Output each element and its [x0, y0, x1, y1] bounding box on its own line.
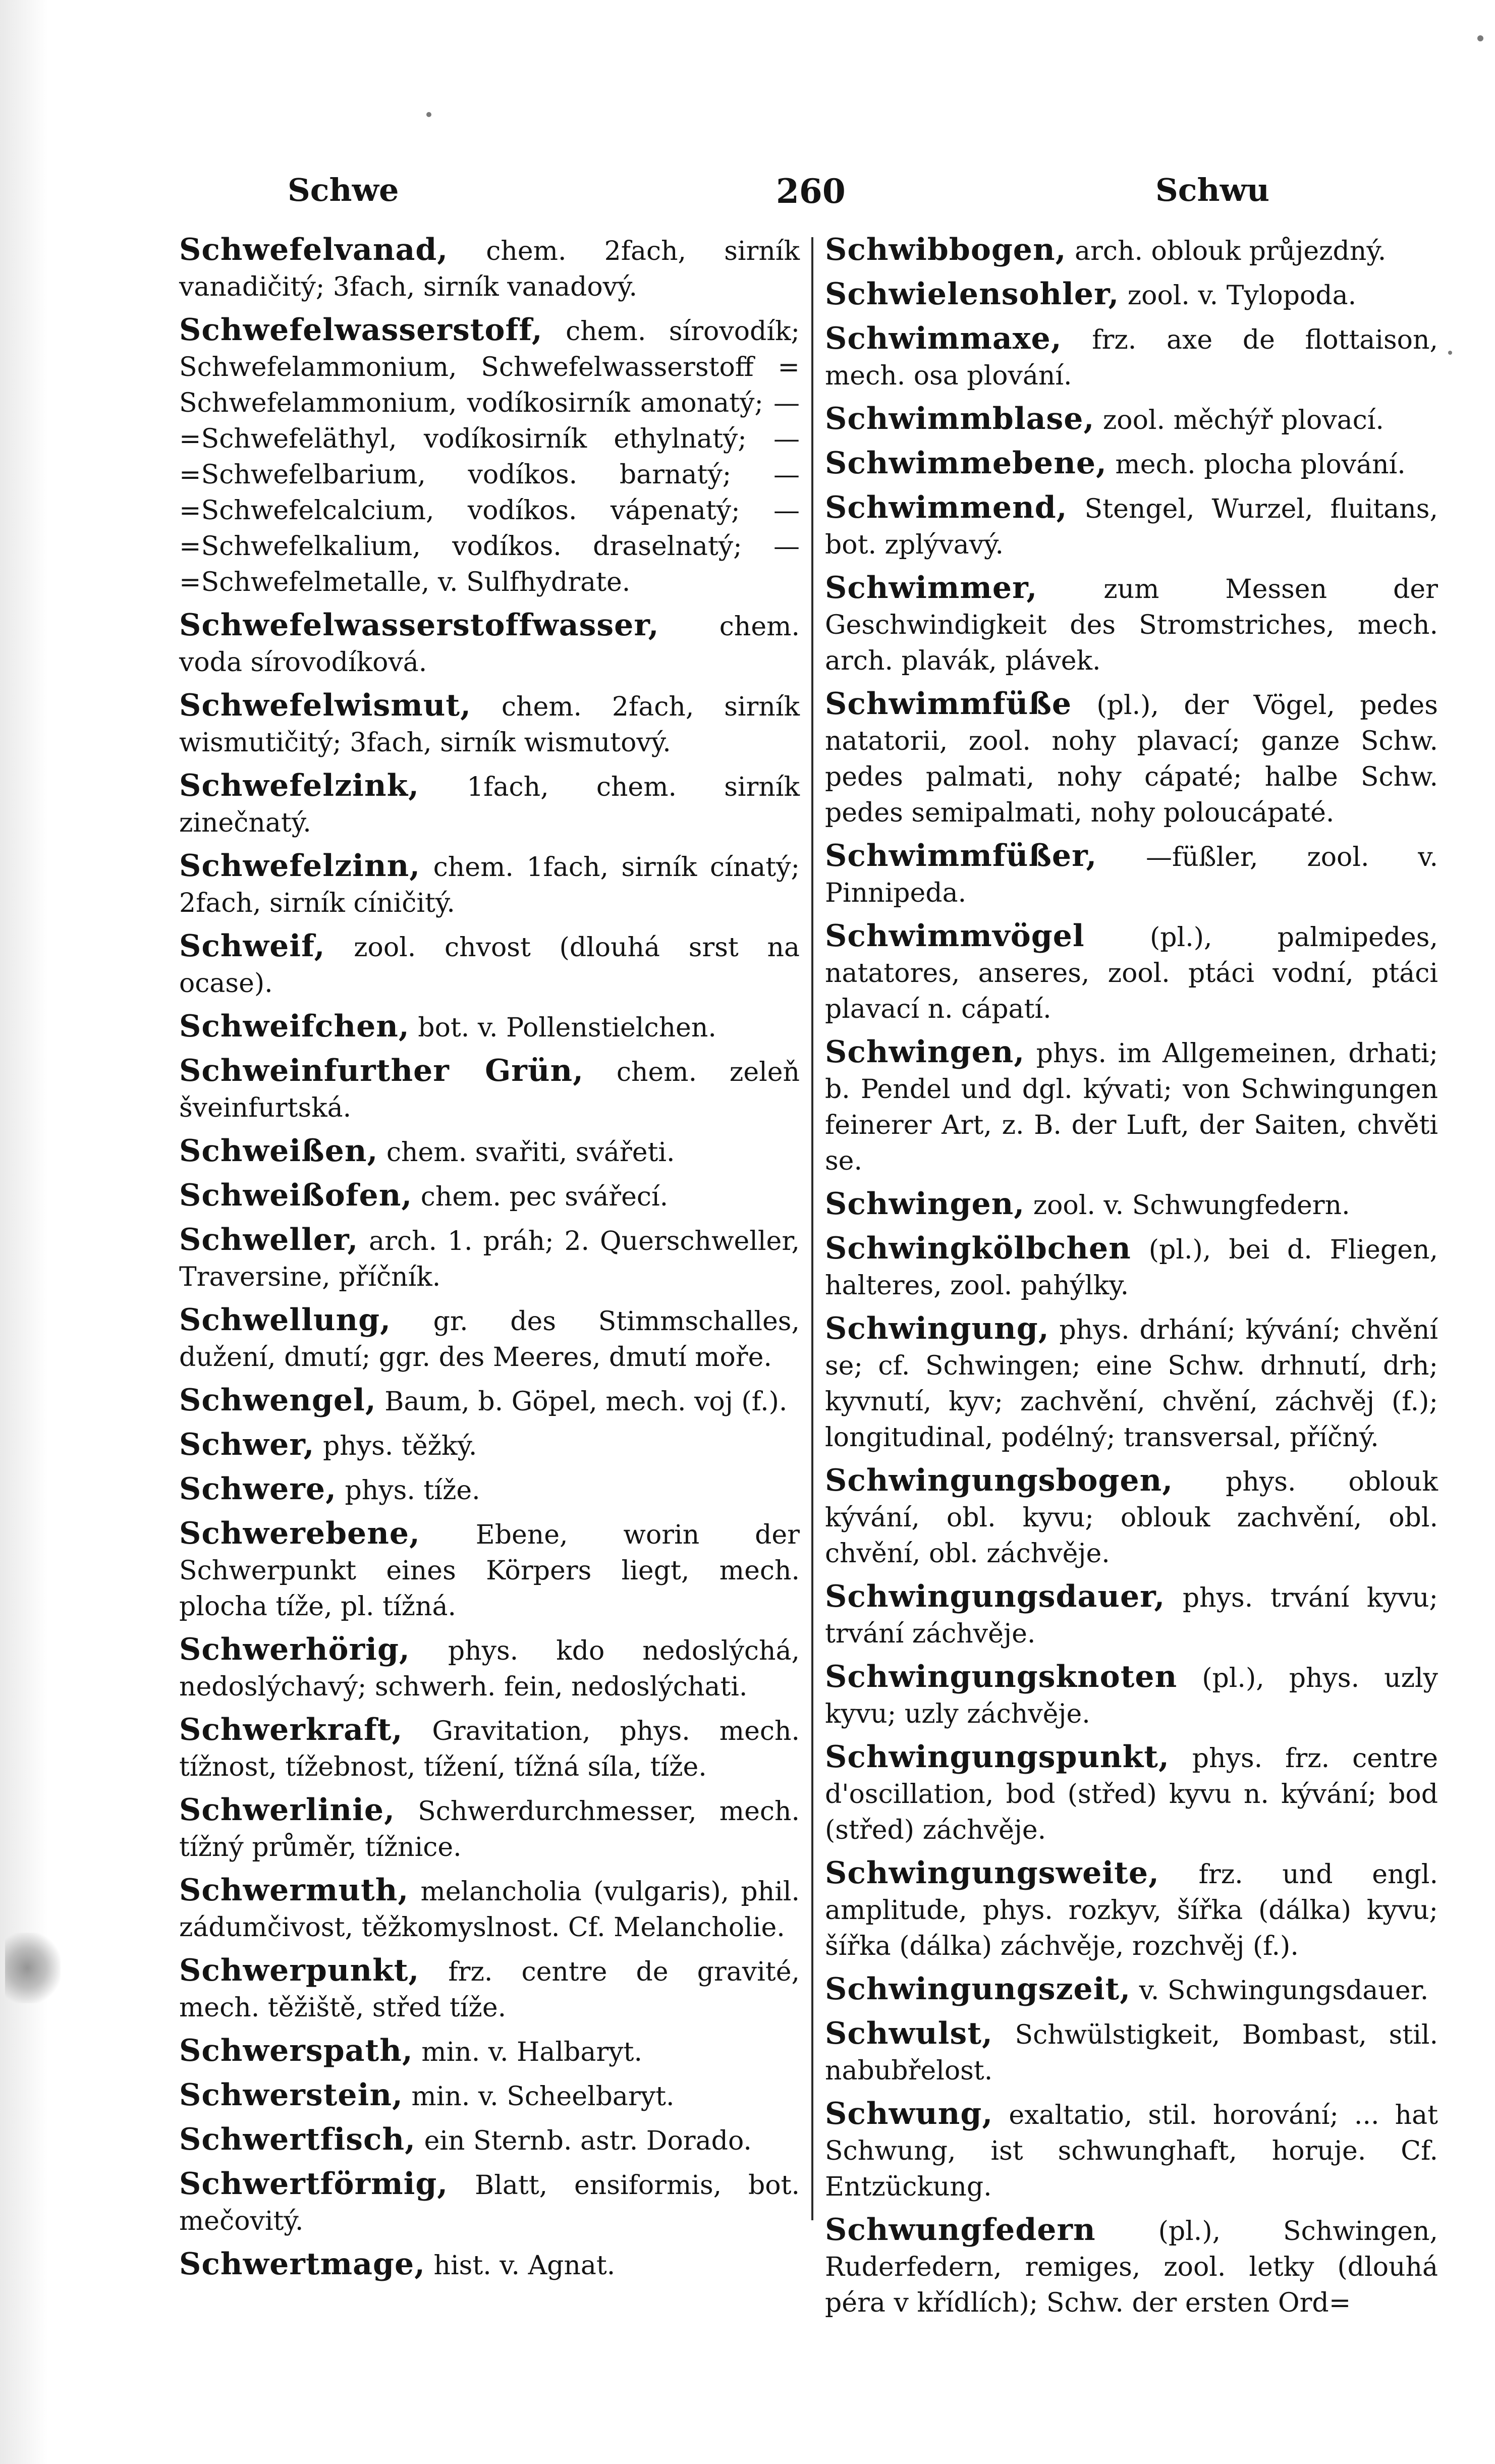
dictionary-entry	[825, 232, 1438, 269]
entry-definition: arch. oblouk průjezdný.	[1066, 236, 1387, 266]
entry-definition: bot. v. Pollenstielchen.	[409, 1013, 716, 1043]
entry-headword: Schwengel,	[179, 1383, 376, 1418]
entry-headword: Schwulst,	[825, 2016, 993, 2051]
entry-definition: chem. 2fach, sirník vanadičitý; 3fach, sirník vanadový.	[179, 236, 800, 302]
entry-definition: phys. kdo nedoslýchá, nedoslýchavý; schwerh. fein, nedoslýchati.	[179, 1636, 800, 1702]
dictionary-entry	[179, 1053, 800, 1126]
entry-headword: Schwerpunkt,	[179, 1953, 420, 1988]
entry-headword: Schwimmer,	[825, 570, 1038, 606]
entry-headword: Schwere,	[179, 1471, 337, 1507]
entry-headword: Schwefelwismut,	[179, 688, 472, 723]
dictionary-entry	[825, 1659, 1438, 1732]
entry-headword: Schwimmaxe,	[825, 321, 1062, 356]
dictionary-entry	[179, 1383, 800, 1420]
entry-headword: Schwefelwasserstoff,	[179, 312, 543, 348]
dictionary-entry	[179, 608, 800, 681]
dictionary-entry	[825, 277, 1438, 314]
entry-definition: 1fach, chem. sirník zinečnatý.	[179, 772, 800, 838]
entry-definition: ein Sternb. astr. Dorado.	[416, 2126, 752, 2156]
entry-headword: Schwertförmig,	[179, 2166, 449, 2202]
entry-headword: Schwimmvögel	[825, 918, 1085, 954]
entry-headword: Schwingen,	[825, 1034, 1025, 1070]
paper-speck	[426, 112, 431, 117]
entry-headword: Schwefelzink,	[179, 768, 420, 803]
entry-definition: Stengel, Wurzel, fluitans, bot. zplývavý.	[825, 494, 1438, 560]
dictionary-entry	[825, 1186, 1438, 1224]
entry-definition: hist. v. Agnat.	[425, 2251, 616, 2281]
entry-definition: phys. těžký.	[314, 1431, 477, 1461]
entry-definition: chem. 1fach, sirník cínatý; 2fach, sirník cíničitý.	[179, 852, 800, 918]
dictionary-entry	[825, 1739, 1438, 1848]
entry-definition: phys. tíže.	[336, 1475, 480, 1506]
dictionary-entry	[179, 1302, 800, 1376]
book-binding-shadow	[0, 0, 48, 2464]
entry-headword: Schwingungszeit,	[825, 1972, 1131, 2007]
entry-headword: Schwielensohler,	[825, 277, 1120, 312]
dictionary-entry	[825, 446, 1438, 483]
dictionary-entry	[825, 918, 1438, 1027]
entry-definition: phys. trvání kyvu; trvání záchvěje.	[825, 1583, 1438, 1649]
entry-definition: (pl.), Schwingen, Ruderfedern, remiges, zool. letky (dlouhá péra v křídlích); Schw. der ersten Ord=	[825, 2216, 1438, 2318]
entry-headword: Schwertfisch,	[179, 2122, 416, 2157]
dictionary-entry	[825, 1231, 1438, 1304]
entry-headword: Schwimmend,	[825, 490, 1068, 525]
dictionary-entry	[825, 2212, 1438, 2321]
dictionary-entry	[825, 1311, 1438, 1456]
dictionary-entry	[179, 312, 800, 600]
entry-headword: Schweifchen,	[179, 1009, 410, 1044]
dictionary-entry	[179, 928, 800, 1002]
dictionary-entry	[179, 1471, 800, 1509]
entry-headword: Schwingungsknoten	[825, 1659, 1178, 1694]
paper-speck	[1448, 351, 1452, 355]
scan-smudge	[5, 1933, 61, 2003]
entry-headword: Schwibbogen,	[825, 232, 1067, 267]
entry-definition: Schwerdurchmesser, mech. tížný průměr, tížnice.	[179, 1796, 800, 1863]
dictionary-entry	[179, 1178, 800, 1215]
entry-definition: frz. centre de gravité, mech. těžiště, střed tíže.	[179, 1957, 800, 2023]
dictionary-entry	[825, 1579, 1438, 1652]
entry-headword: Schwungfedern	[825, 2212, 1096, 2248]
dictionary-entry	[179, 1516, 800, 1625]
entry-headword: Schweller,	[179, 1222, 359, 1257]
entry-definition: (pl.), phys. uzly kyvu; uzly záchvěje.	[825, 1663, 1438, 1729]
dictionary-entry	[179, 2122, 800, 2159]
entry-headword: Schweif,	[179, 928, 325, 964]
dictionary-entry	[179, 1222, 800, 1295]
dictionary-entry	[179, 232, 800, 305]
entry-headword: Schwingung,	[825, 1311, 1049, 1346]
right-column	[825, 232, 1438, 2328]
entry-headword: Schwimmblase,	[825, 401, 1095, 436]
entry-headword: Schwingungsweite,	[825, 1855, 1159, 1891]
dictionary-entry	[179, 848, 800, 921]
entry-definition: Schwülstigkeit, Bombast, stil. nabubřelost.	[825, 2020, 1438, 2086]
dictionary-entry	[179, 2166, 800, 2239]
entry-definition: zum Messen der Geschwindigkeit des Stromstriches, mech. arch. plavák, plávek.	[825, 574, 1438, 676]
entry-headword: Schwellung,	[179, 1302, 391, 1338]
dictionary-entry	[179, 1632, 800, 1705]
dictionary-entry	[825, 1855, 1438, 1964]
entry-headword: Schwingkölbchen	[825, 1231, 1131, 1266]
entry-headword: Schwefelwasserstoffwasser,	[179, 608, 659, 643]
entry-definition: chem. voda sírovodíková.	[179, 612, 800, 678]
dictionary-entry	[825, 2016, 1438, 2089]
running-head	[151, 172, 1433, 227]
dictionary-entry	[179, 688, 800, 761]
entry-headword: Schwerstein,	[179, 2077, 403, 2113]
entry-headword: Schwimmfüße	[825, 686, 1072, 722]
dictionary-entry	[825, 838, 1438, 911]
entry-definition: zool. měchýř plovací.	[1094, 405, 1384, 435]
entry-headword: Schwingungsdauer,	[825, 1579, 1166, 1614]
entry-headword: Schwer,	[179, 1427, 315, 1462]
left-column	[179, 232, 800, 2291]
dictionary-entry	[179, 1953, 800, 2026]
entry-definition: zool. v. Schwungfedern.	[1025, 1190, 1350, 1221]
entry-headword: Schwefelvanad,	[179, 232, 449, 267]
dictionary-entry	[179, 2033, 800, 2070]
dictionary-entry	[179, 2077, 800, 2115]
entry-headword: Schwingungspunkt,	[825, 1739, 1170, 1775]
dictionary-entry	[179, 1712, 800, 1785]
entry-definition: zool. chvost (dlouhá srst na ocase).	[179, 933, 800, 999]
entry-definition: gr. des Stimmschalles, dužení, dmutí; ggr. des Meeres, dmutí moře.	[179, 1306, 800, 1373]
paper-speck	[1477, 35, 1483, 41]
dictionary-entry	[179, 768, 800, 841]
column-divider	[811, 237, 813, 2220]
entry-headword: Schwingen,	[825, 1186, 1025, 1222]
entry-headword: Schwerlinie,	[179, 1792, 395, 1828]
entry-definition: exaltatio, stil. horování; ... hat Schwung, ist schwunghaft, horuje. Cf. Entzückung.	[825, 2100, 1438, 2202]
entry-definition: min. v. Scheelbaryt.	[403, 2082, 675, 2112]
entry-definition: (pl.), palmipedes, natatores, anseres, zool. ptáci vodní, ptáci plavací n. cápatí.	[825, 922, 1438, 1024]
dictionary-entry	[825, 2096, 1438, 2205]
dictionary-entry	[825, 1463, 1438, 1572]
dictionary-entry	[179, 1427, 800, 1464]
entry-headword: Schweinfurther Grün,	[179, 1053, 584, 1088]
entry-definition: phys. frz. centre d'oscillation, bod (střed) kyvu n. kývání; bod (střed) záchvěje.	[825, 1743, 1438, 1845]
entry-definition: v. Schwingungsdauer.	[1131, 1976, 1429, 2006]
entry-definition: mech. plocha plování.	[1106, 450, 1406, 480]
running-head-left: Schwe	[288, 172, 399, 208]
entry-definition: chem. 2fach, sirník wismutičitý; 3fach, sirník wismutový.	[179, 692, 800, 758]
entry-headword: Schwerspath,	[179, 2033, 413, 2068]
page-number: 260	[776, 172, 846, 211]
entry-definition: zool. v. Tylopoda.	[1119, 281, 1357, 311]
entry-headword: Schweißen,	[179, 1133, 378, 1169]
entry-definition: chem. sírovodík; Schwefelammonium, Schwefelwasserstoff = Schwefelammonium, vodíkosirník amonatý; —=Schwefeläthyl, vodíkosirník ethylnatý; —=Schwefelbarium, vodíkos. barnatý; —=Schwefelcalcium, vodíkos. vápenatý; —=Schwefelkalium, vodíkos. draselnatý; —=Schwefelmetalle, v. Sulfhydrate.	[179, 316, 800, 597]
entry-headword: Schwimmfüßer,	[825, 838, 1097, 873]
entry-definition: —füßler, zool. v. Pinnipeda.	[825, 842, 1438, 908]
entry-definition: chem. zeleň šveinfurtská.	[179, 1057, 800, 1123]
entry-definition: frz. und engl. amplitude, phys. rozkyv, šířka (dálka) kyvu; šířka (dálka) záchvěje, rozchvěj (f.).	[825, 1859, 1438, 1961]
entry-definition: phys. drhání; kývání; chvění se; cf. Schwingen; eine Schw. drhnutí, drh; kyvnutí, kyv; zachvění, chvění, záchvěj (f.); longitudinal, podélný; transversal, příčný.	[825, 1315, 1438, 1453]
dictionary-entry	[825, 401, 1438, 439]
entry-definition: melancholia (vulgaris), phil. zádumčivost, těžkomyslnost. Cf. Melancholie.	[179, 1877, 800, 1943]
dictionary-entry	[825, 1034, 1438, 1179]
entry-headword: Schwingungsbogen,	[825, 1463, 1174, 1498]
dictionary-entry	[825, 686, 1438, 831]
entry-headword: Schwimmebene,	[825, 446, 1107, 481]
entry-headword: Schwerkraft,	[179, 1712, 403, 1747]
entry-definition: phys. im Allgemeinen, drhati; b. Pendel und dgl. kývati; von Schwingungen feinerer Art, z. B. der Luft, der Saiten, chvěti se.	[825, 1038, 1438, 1176]
entry-definition: min. v. Halbaryt.	[413, 2037, 642, 2067]
dictionary-entry	[179, 1792, 800, 1866]
entry-headword: Schwerhörig,	[179, 1632, 410, 1667]
dictionary-entry	[179, 2247, 800, 2284]
entry-headword: Schwermuth,	[179, 1873, 409, 1908]
running-head-right: Schwu	[1155, 172, 1270, 208]
dictionary-entry	[179, 1009, 800, 1046]
dictionary-entry	[825, 570, 1438, 679]
entry-definition: Ebene, worin der Schwerpunkt eines Körpers liegt, mech. plocha tíže, pl. tížná.	[179, 1520, 800, 1622]
entry-definition: arch. 1. práh; 2. Querschweller, Traversine, příčník.	[179, 1226, 800, 1292]
entry-definition: phys. oblouk kývání, obl. kyvu; oblouk zachvění, obl. chvění, obl. záchvěje.	[825, 1467, 1438, 1569]
dictionary-entry	[825, 490, 1438, 563]
entry-definition: frz. axe de flottaison, mech. osa plování.	[825, 325, 1438, 391]
entry-definition: (pl.), bei d. Fliegen, halteres, zool. pahýlky.	[825, 1235, 1438, 1301]
entry-definition: (pl.), der Vögel, pedes natatorii, zool. nohy plavací; ganze Schw. pedes palmati, nohy cápaté; halbe Schw. pedes semipalmati, nohy poloucápaté.	[825, 690, 1438, 828]
entry-headword: Schwerebene,	[179, 1516, 420, 1551]
entry-headword: Schwertmage,	[179, 2247, 426, 2282]
entry-headword: Schwung,	[825, 2096, 993, 2131]
entry-headword: Schweißofen,	[179, 1178, 413, 1213]
entry-definition: chem. pec svářecí.	[412, 1182, 669, 1212]
entry-definition: Gravitation, phys. mech. tížnost, tížebnost, tížení, tížná síla, tíže.	[179, 1716, 800, 1782]
entry-definition: chem. svařiti, svářeti.	[378, 1137, 675, 1168]
entry-definition: Baum, b. Göpel, mech. voj (f.).	[376, 1387, 788, 1417]
dictionary-entry	[179, 1133, 800, 1171]
entry-definition: Blatt, ensiformis, bot. mečovitý.	[179, 2170, 800, 2236]
entry-headword: Schwefelzinn,	[179, 848, 421, 884]
dictionary-entry	[825, 321, 1438, 394]
dictionary-entry	[825, 1972, 1438, 2009]
dictionary-entry	[179, 1873, 800, 1946]
